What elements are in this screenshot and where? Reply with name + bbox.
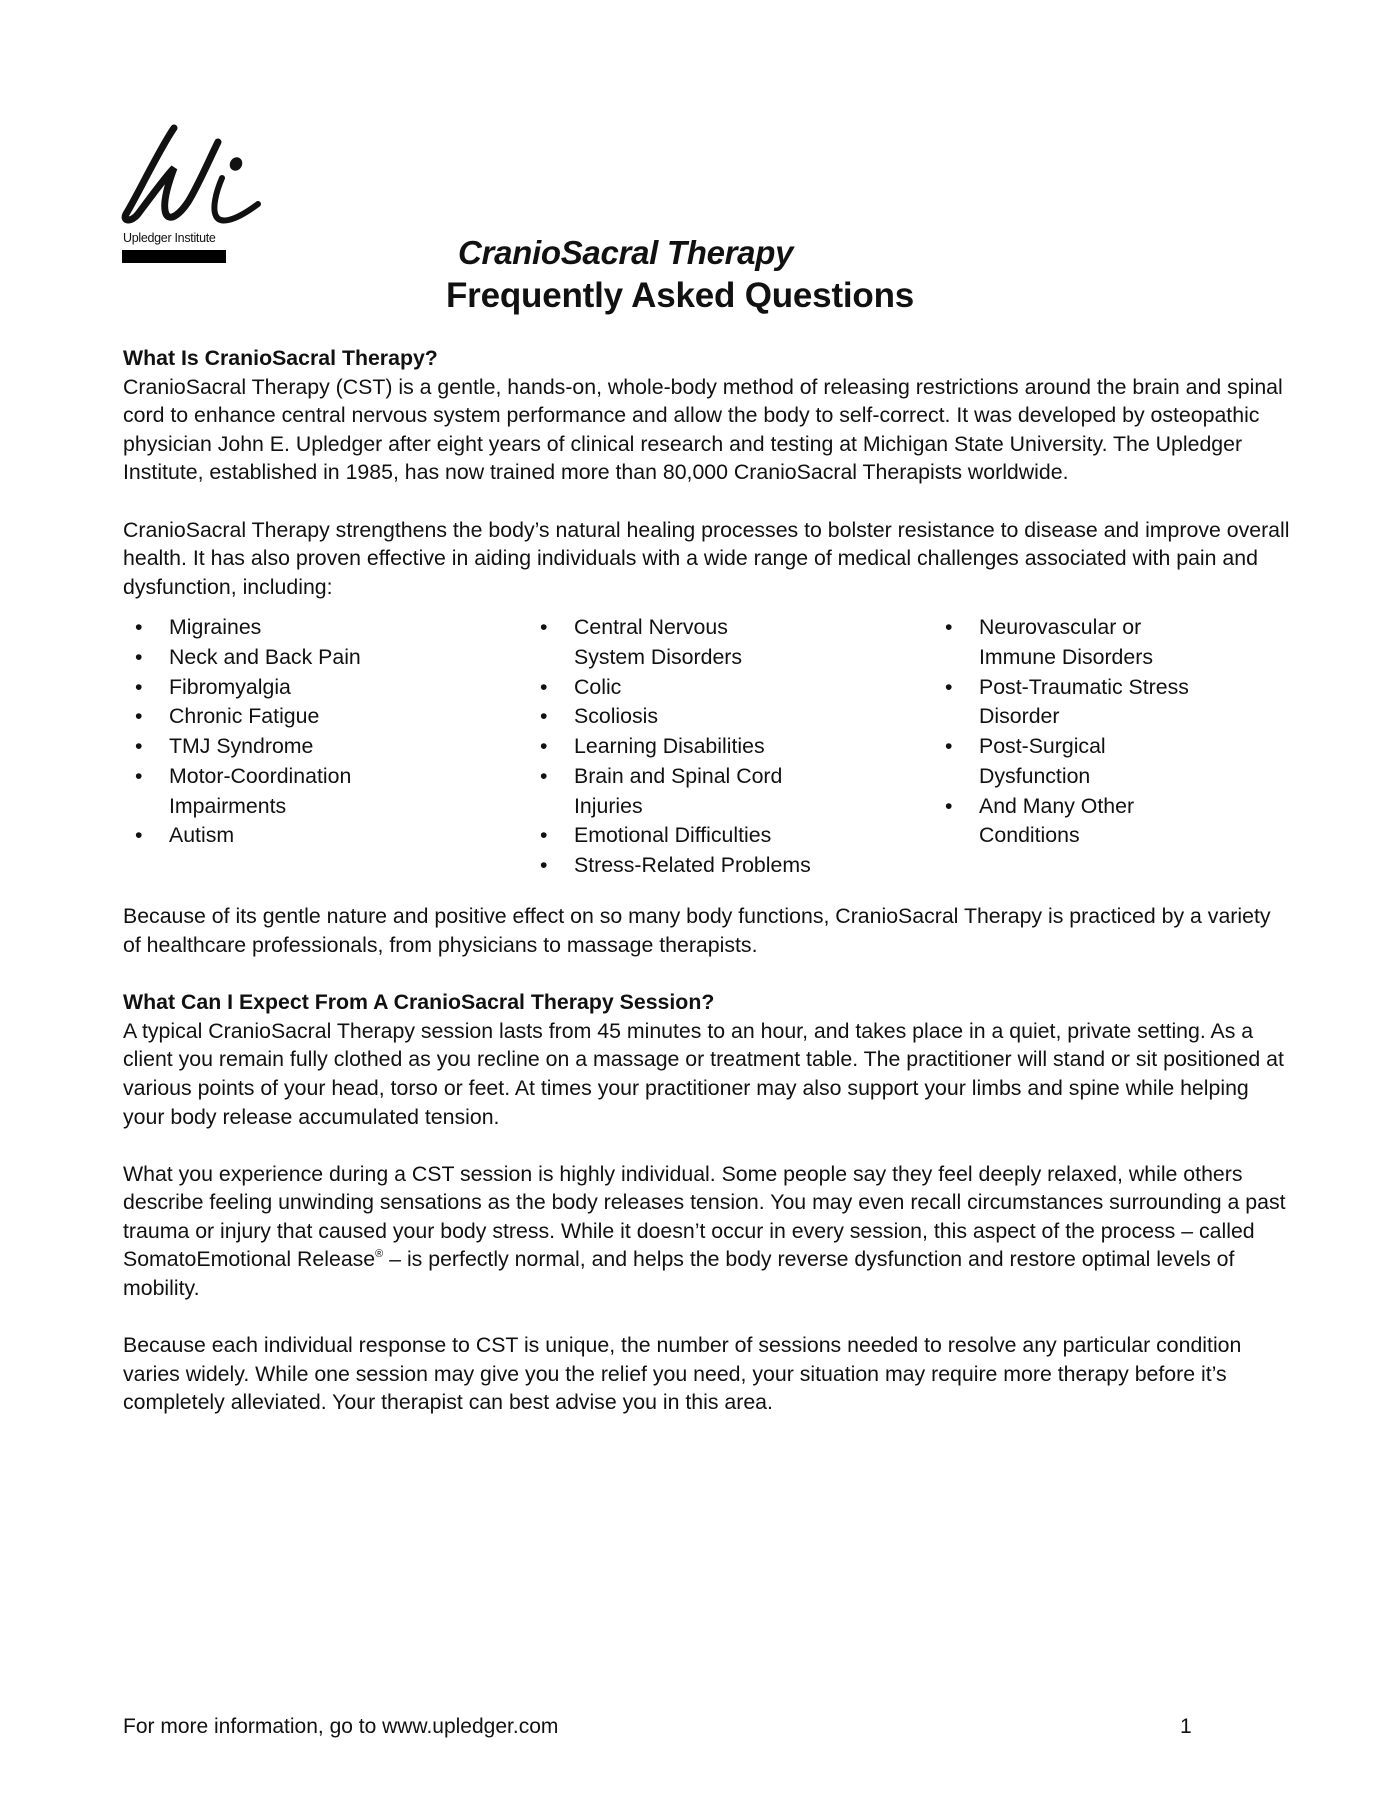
list-item: • Post-Traumatic Stress Disorder <box>945 674 1189 729</box>
bullet-icon: • <box>540 852 548 877</box>
paragraph-cst-practitioners: Because of its gentle nature and positive effect on so many body functions, CranioSacral Therapy is practiced by a variety of healthcare professionals, from physicians to massage therapists. <box>123 904 1271 957</box>
list-item: • TMJ Syndrome <box>135 732 515 762</box>
bullet-icon: • <box>540 674 548 699</box>
paragraph-session-count: Because each individual response to CST is unique, the number of sessions needed to resolve any particular condition varies widely. While one session may give you the relief you need, your situation may require more therapy before it’s completely alleviated. Your therapist can best advise you in this area. <box>123 1333 1242 1415</box>
list-item: • Neck and Back Pain <box>135 643 515 673</box>
list-item: • Motor-Coordination Impairments <box>135 763 352 818</box>
bullet-icon: • <box>945 793 953 818</box>
bullet-icon: • <box>945 674 953 699</box>
list-item: • Stress-Related Problems <box>540 851 920 881</box>
bullet-icon: • <box>135 823 143 848</box>
list-item: • Fibromyalgia <box>135 673 515 703</box>
ui-monogram-icon <box>118 118 268 233</box>
list-item: • Learning Disabilities <box>540 732 920 762</box>
bullet-icon: • <box>540 615 548 640</box>
upledger-logo <box>118 118 268 270</box>
list-item: • Neurovascular or Immune Disorders <box>945 615 1153 670</box>
bullet-icon: • <box>135 645 143 670</box>
page-number: 1 <box>1180 1715 1192 1738</box>
bullet-icon: • <box>135 704 143 729</box>
paragraph-cst-benefits: CranioSacral Therapy strengthens the body’s natural healing processes to bolster resistance to disease and improve overall health. It has also proven effective in aiding individuals with a wide range of medical challenges associated with pain and dysfunction, including: <box>123 517 1290 599</box>
bullet-icon: • <box>945 734 953 759</box>
list-item: • Autism <box>135 821 515 851</box>
list-item: • Chronic Fatigue <box>135 702 515 732</box>
list-item: • Migraines <box>135 613 515 643</box>
logo-bar <box>122 250 226 263</box>
list-item: • Scoliosis <box>540 702 920 732</box>
paragraph-session-experience: What you experience during a CST session is highly individual. Some people say they feel deeply relaxed, while others describe feeling unwinding sensations as the body releases tension. You may even recall circumstances surrounding a past trauma or injury that caused your body stress. While it doesn’t occur in every session, this aspect of the process – called SomatoEmotional Release® – is perfectly normal, and helps the body reverse dysfunction and restore optimal levels of mobility. <box>123 1161 1286 1301</box>
list-item: • And Many Other Conditions <box>945 793 1135 848</box>
bullet-icon: • <box>540 823 548 848</box>
section-heading-what-is-cst: What Is CranioSacral Therapy? <box>123 346 438 370</box>
list-item: • Colic <box>540 673 920 703</box>
bullet-icon: • <box>135 763 143 788</box>
registered-trademark-mark: ® <box>375 1248 384 1261</box>
conditions-list <box>123 613 1293 888</box>
bullet-icon: • <box>135 734 143 759</box>
bullet-icon: • <box>135 674 143 699</box>
document-subtitle: Frequently Asked Questions <box>446 276 915 315</box>
document-body <box>123 344 1293 1417</box>
section-heading-what-to-expect: What Can I Expect From A CranioSacral Therapy Session? <box>123 990 715 1015</box>
bullet-icon: • <box>540 734 548 759</box>
footer-info: For more information, go to www.upledger.com <box>123 1715 559 1738</box>
bullet-icon: • <box>540 763 548 788</box>
conditions-column-2 <box>540 613 920 880</box>
bullet-icon: • <box>945 615 953 640</box>
bullet-icon: • <box>540 704 548 729</box>
list-item: • Brain and Spinal Cord Injuries <box>540 763 783 818</box>
conditions-column-1 <box>135 613 515 851</box>
list-item: • Post-Surgical Dysfunction <box>945 734 1106 788</box>
paragraph-session-description: A typical CranioSacral Therapy session lasts from 45 minutes to an hour, and takes place in a quiet, private setting. As a client you remain fully clothed as you recline on a massage or treatment table. The practitioner will stand or sit positioned at various points of your head, torso or feet. At times your practitioner may also support your limbs and spine while helping your body release accumulated tension. <box>123 1018 1284 1129</box>
paragraph-cst-intro: CranioSacral Therapy (CST) is a gentle, hands-on, whole-body method of releasing restrictions around the brain and spinal cord to enhance central nervous system performance and allow the body to self-correct. It was developed by osteopathic physician John E. Upledger after eight years of clinical research and testing at Michigan State University. The Upledger Institute, established in 1985, has now trained more than 80,000 CranioSacral Therapists worldwide. <box>123 374 1283 485</box>
logo-caption: Upledger Institute <box>123 231 216 245</box>
bullet-icon: • <box>135 615 143 640</box>
document-title: CranioSacral Therapy <box>458 234 794 271</box>
list-item: • Emotional Difficulties <box>540 821 920 851</box>
list-item: • Central Nervous System Disorders <box>540 615 743 670</box>
conditions-column-3 <box>945 613 1305 851</box>
